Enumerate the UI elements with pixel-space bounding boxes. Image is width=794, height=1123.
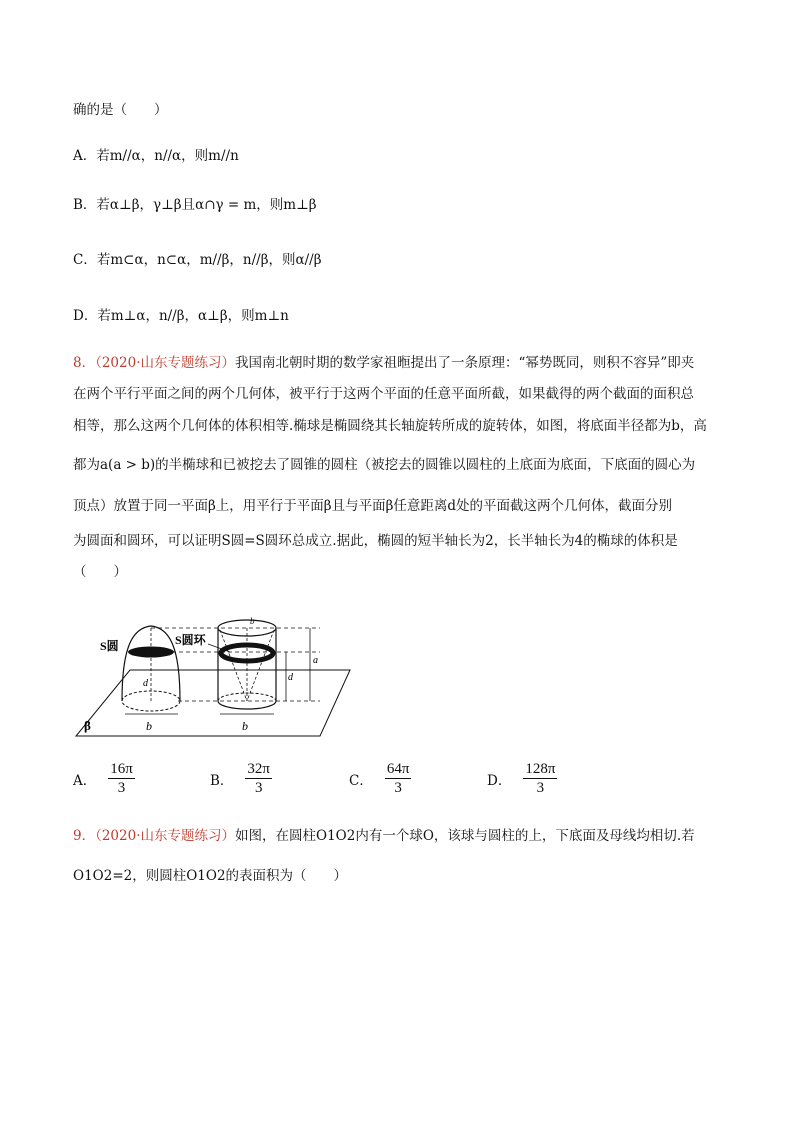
option-label: D． xyxy=(73,308,98,324)
cone-left-edge xyxy=(220,630,247,701)
plane-beta xyxy=(76,670,350,736)
question-number: 8． xyxy=(73,355,96,371)
q7-option-d xyxy=(73,306,289,326)
ellipsoid-cylinder-figure xyxy=(70,608,360,743)
q8-line-3: 相等，那么这两个几何体的体积相等.椭球是椭圆绕其长轴旋转所成的旋转体，如图，将底面半径都为b，高 xyxy=(73,418,707,434)
q9-line-1 xyxy=(73,826,695,846)
q8-choice-a xyxy=(73,760,137,797)
question-text: 如图，在圆柱O1O2内有一个球O，该球与圆柱的上，下底面及母线均相切.若 xyxy=(235,828,695,844)
numerator: 16π xyxy=(110,761,133,777)
option-label: C． xyxy=(73,252,97,268)
question-text: 我国南北朝时期的数学家祖暅提出了一条原理：“幂势既同，则积不容异”即夹 xyxy=(235,355,695,371)
question-number: 9． xyxy=(73,828,96,844)
numerator: 128π xyxy=(525,761,556,777)
option-text: 若α⊥β，γ⊥β且α∩γ = m，则m⊥β xyxy=(96,197,317,213)
b-label-top: b xyxy=(250,616,255,626)
q8-line-1 xyxy=(73,353,694,373)
beta-label: β xyxy=(84,718,91,733)
q7-intro: 确的是（ ） xyxy=(73,102,168,118)
q8-choice-b xyxy=(210,760,274,797)
s-circle-label: S圆 xyxy=(100,639,119,653)
denominator: 3 xyxy=(394,780,402,796)
denominator: 3 xyxy=(536,780,545,796)
d-label-left: d xyxy=(143,678,148,689)
q8-line-4: 都为a(a > b)的半椭球和已被挖去了圆锥的圆柱（被挖去的圆锥以圆柱的上底面为底面，下底面的圆心为 xyxy=(73,457,696,473)
option-text: 若m⊂α，n⊂α，m//β，n//β，则α//β xyxy=(96,252,322,268)
d-label-right: d xyxy=(288,672,293,683)
q7-option-b xyxy=(73,195,317,215)
s-ring-label: S圆环 xyxy=(175,633,206,647)
option-label: A． xyxy=(73,148,97,164)
q9-line-2: O1O2=2，则圆柱O1O2的表面积为（ ） xyxy=(73,868,348,884)
question-source: （2020·山东专题练习） xyxy=(95,828,235,844)
q8-choice-c xyxy=(349,760,413,797)
q8-line-6: 为圆面和圆环，可以证明S圆=S圆环总成立.据此，椭圆的短半轴长为2，长半轴长为4的椭球的体积是 xyxy=(73,533,678,549)
numerator: 64π xyxy=(386,761,410,777)
denominator: 3 xyxy=(117,780,126,796)
choice-label: D． xyxy=(487,772,512,789)
choice-fraction xyxy=(385,760,412,797)
option-label: B． xyxy=(73,197,97,213)
b-label-left: b xyxy=(146,719,152,733)
denominator: 3 xyxy=(254,780,263,796)
q7-option-a xyxy=(73,146,239,166)
q8-line-2: 在两个平行平面之间的两个几何体，被平行于这两个平面的任意平面所截，如果截得的两个截面的面积总 xyxy=(73,386,694,402)
a-label: a xyxy=(313,655,318,666)
choice-label: C． xyxy=(349,772,373,789)
option-text: 若m⊥α，n//β，α⊥β，则m⊥n xyxy=(97,308,289,324)
q8-line-7: （ ） xyxy=(73,564,127,580)
question-source: （2020·山东专题练习） xyxy=(95,355,235,371)
choice-fraction xyxy=(108,760,135,797)
q7-option-c xyxy=(73,250,322,270)
choice-label: B． xyxy=(210,772,234,789)
option-text: 若m//α，n//α，则m//n xyxy=(96,148,239,164)
numerator: 32π xyxy=(247,761,270,777)
choice-fraction xyxy=(245,760,272,797)
cone-right-edge xyxy=(247,630,274,701)
choice-fraction xyxy=(523,760,557,797)
cylinder-bottom-front xyxy=(218,701,276,709)
q8-line-5: 顶点）放置于同一平面β上，用平行于平面β且与平面β任意距离d处的平面截这两个几何体，截面分别 xyxy=(73,498,673,514)
q8-choice-d xyxy=(487,760,559,797)
choice-label: A． xyxy=(73,772,97,789)
b-label-right: b xyxy=(242,719,248,733)
